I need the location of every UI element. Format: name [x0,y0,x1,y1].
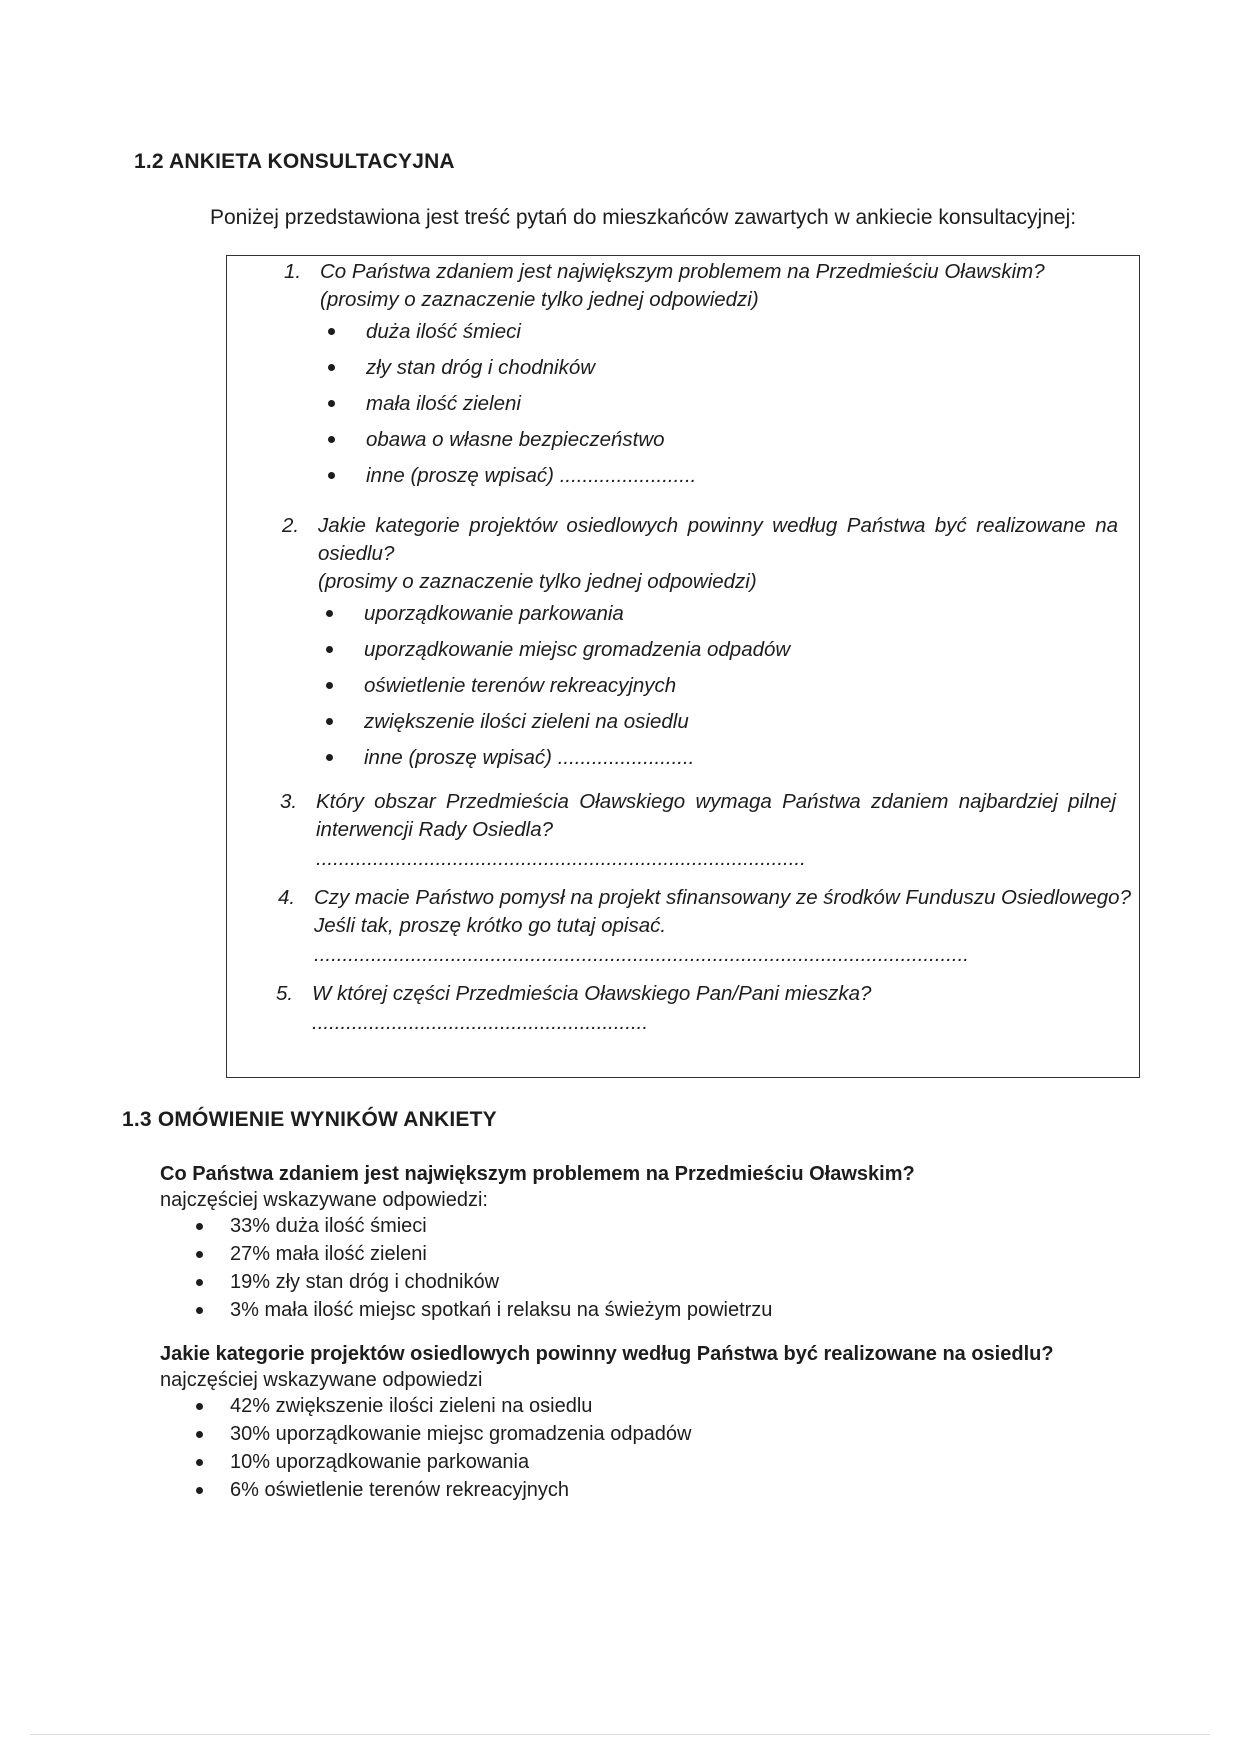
result-item: 10% uporządkowanie parkowania [160,1448,1160,1476]
results-question-1 [160,1160,1120,1324]
answer-option: inne (proszę wpisać) ........................ [318,740,1118,776]
survey-question-3 [280,788,1116,874]
bullet-icon [326,646,333,653]
section-1-2-title: 1.2 ANKIETA KONSULTACYJNA [134,150,455,173]
bullet-icon [328,328,335,335]
bullet-icon [326,682,333,689]
survey-question-4 [278,884,1134,970]
answer-option: oświetlenie terenów rekreacyjnych [318,668,1118,704]
question-note: (prosimy o zaznaczenie tylko jednej odpowiedzi) [320,288,759,311]
result-item: 3% mała ilość miejsc spotkań i relaksu na świeżym powietrzu [160,1296,1120,1324]
result-item: 30% uporządkowanie miejsc gromadzenia odpadów [160,1420,1160,1448]
result-item: 6% oświetlenie terenów rekreacyjnych [160,1476,1160,1504]
answer-option: inne (proszę wpisać) ........................ [320,458,1080,494]
results-question-2 [160,1340,1160,1504]
bullet-icon [196,1279,203,1286]
answer-option: zwiększenie ilości zieleni na osiedlu [318,704,1118,740]
question-text: Jakie kategorie projektów osiedlowych powinny według Państwa być realizowane na osiedlu? [318,514,1118,565]
result-item: 42% zwiększenie ilości zieleni na osiedlu [160,1392,1160,1420]
bullet-icon [196,1251,203,1258]
survey-intro: Poniżej przedstawiona jest treść pytań do mieszkańców zawartych w ankiecie konsultacyjnej: [210,206,1077,229]
answer-option: uporządkowanie miejsc gromadzenia odpadów [318,632,1118,668]
bullet-icon [326,718,333,725]
bullet-icon [196,1487,203,1494]
answer-option: zły stan dróg i chodników [320,350,1080,386]
answer-line: ........................................................... [312,1011,649,1034]
bullet-icon [328,400,335,407]
question-number: 5. [276,982,294,1005]
survey-question-5 [276,980,1112,1038]
question-text: W której części Przedmieścia Oławskiego Pan/Pani mieszka? [312,982,872,1005]
results-question: Co Państwa zdaniem jest największym problemem na Przedmieściu Oławskim? [160,1163,915,1185]
results-subtitle: najczęściej wskazywane odpowiedzi: [160,1189,488,1211]
answer-line: ...................................................................................... [316,847,806,870]
bullet-icon [326,754,333,761]
answer-option: obawa o własne bezpieczeństwo [320,422,1080,458]
answer-option: duża ilość śmieci [320,314,1080,350]
question-number: 2. [282,514,300,537]
question-text: Który obszar Przedmieścia Oławskiego wymaga Państwa zdaniem najbardziej pilnej interwencji Rady Osiedla? [316,790,1116,841]
question-text: Co Państwa zdaniem jest największym problemem na Przedmieściu Oławskim? [320,260,1045,283]
bullet-icon [326,610,333,617]
question-number: 1. [284,260,302,283]
answer-option: uporządkowanie parkowania [318,596,1118,632]
question-number: 4. [278,886,296,909]
result-item: 27% mała ilość zieleni [160,1240,1120,1268]
bullet-icon [328,472,335,479]
question-note: (prosimy o zaznaczenie tylko jednej odpowiedzi) [318,570,757,593]
bullet-icon [328,436,335,443]
bullet-icon [196,1459,203,1466]
page-edge-divider [30,1734,1210,1735]
question-number: 3. [280,790,298,813]
results-question: Jakie kategorie projektów osiedlowych powinny według Państwa być realizowane na osiedlu? [160,1343,1054,1365]
bullet-icon [196,1431,203,1438]
result-item: 33% duża ilość śmieci [160,1212,1120,1240]
results-subtitle: najczęściej wskazywane odpowiedzi [160,1369,483,1391]
answer-option: mała ilość zieleni [320,386,1080,422]
question-text: Czy macie Państwo pomysł na projekt sfinansowany ze środków Funduszu Osiedlowego? Jeśli tak, proszę krótko go tutaj opisać. [314,886,1131,937]
bullet-icon [196,1403,203,1410]
section-1-3-title: 1.3 OMÓWIENIE WYNIKÓW ANKIETY [122,1108,497,1131]
survey-question-2 [282,512,1118,776]
bullet-icon [196,1307,203,1314]
bullet-icon [196,1223,203,1230]
survey-question-1 [284,258,1080,494]
answer-line: ................................................................................................................... [314,943,969,966]
bullet-icon [328,364,335,371]
result-item: 19% zły stan dróg i chodników [160,1268,1120,1296]
